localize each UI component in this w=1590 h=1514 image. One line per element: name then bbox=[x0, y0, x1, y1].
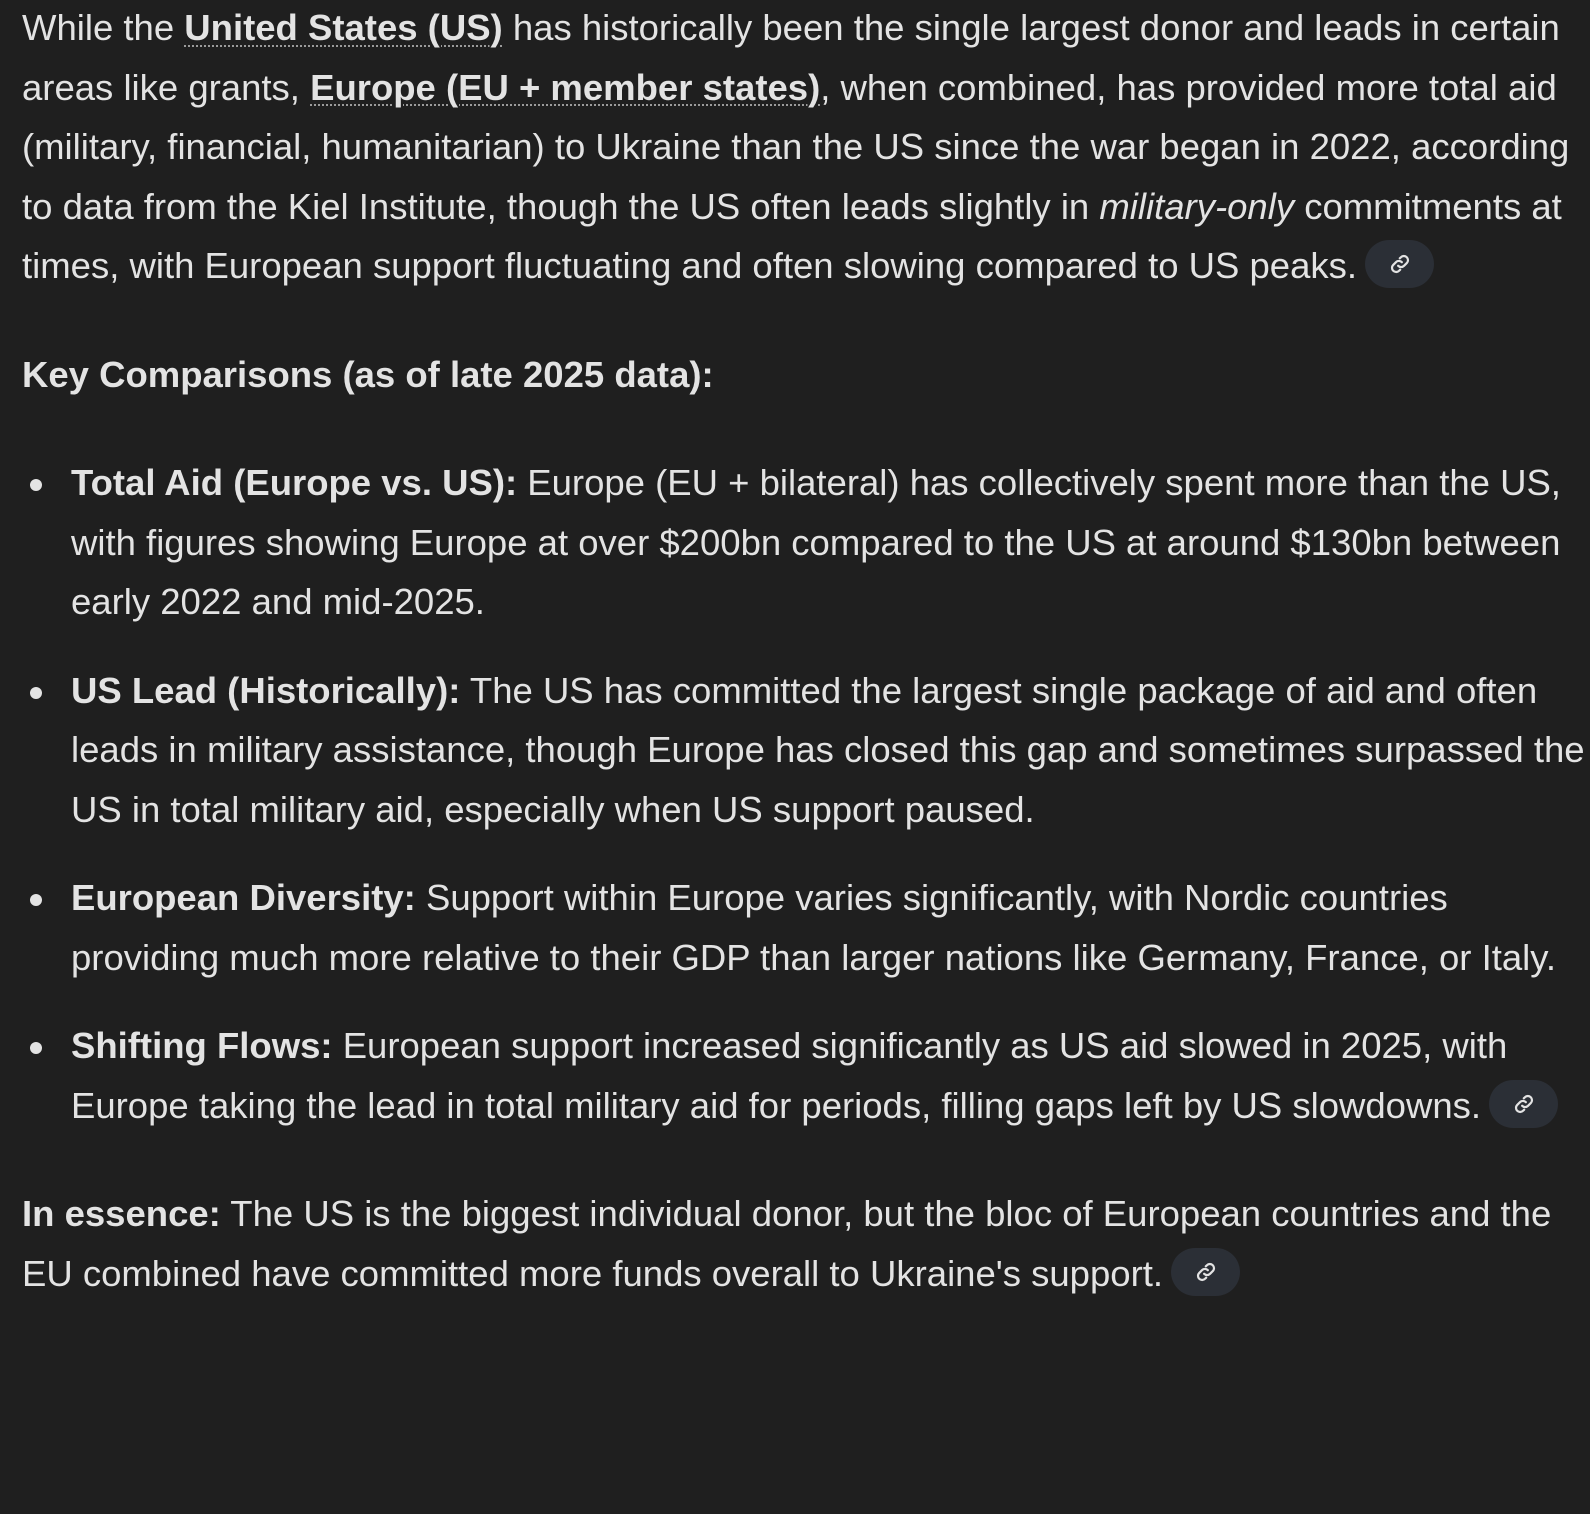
summary-text: The US is the biggest individual donor, but the bloc of European countries and the EU combined have committed more funds overall to Ukraine's support. bbox=[22, 1193, 1552, 1294]
summary-paragraph bbox=[22, 1184, 1587, 1303]
list-item-text: Europe (EU + bilateral) has collectively spent more than the US, with figures showing Europe at over $200bn compared to the US at around $130bn between early 2022 and mid-2025. bbox=[71, 462, 1561, 622]
term-united-states[interactable]: United States (US) bbox=[184, 7, 503, 48]
link-icon bbox=[1389, 253, 1411, 275]
list-item-label: US Lead (Historically): bbox=[71, 669, 461, 711]
intro-text-2: has historically been the single largest donor and leads in certain areas like grants, bbox=[22, 7, 1560, 108]
link-icon bbox=[1195, 1261, 1217, 1283]
list-item bbox=[22, 1016, 1587, 1135]
comparison-list bbox=[22, 453, 1587, 1135]
list-item bbox=[22, 661, 1587, 840]
list-item-label: Shifting Flows: bbox=[71, 1025, 333, 1066]
list-item-text: European support increased significantly as US aid slowed in 2025, with Europe taking the lead in total military aid for periods, filling gaps left by US slowdowns. bbox=[71, 1025, 1508, 1126]
summary-label: In essence: bbox=[22, 1193, 221, 1234]
intro-text-1: While the bbox=[22, 7, 185, 48]
list-item-text: The US has committed the largest single package of aid and often leads in military assistance, though Europe has closed this gap and sometimes surpassed the US in total military aid, especially when US support paused. bbox=[71, 669, 1585, 830]
list-item-text: Support within Europe varies significantly, with Nordic countries providing much more relative to their GDP than larger nations like Germany, France, or Italy. bbox=[71, 877, 1556, 978]
bullet-icon bbox=[30, 479, 42, 491]
source-link-button[interactable] bbox=[1489, 1080, 1558, 1128]
term-europe[interactable]: Europe (EU + member states) bbox=[310, 66, 821, 108]
bullet-icon bbox=[30, 894, 42, 906]
response-content bbox=[22, 0, 1587, 1303]
list-item-label: Total Aid (Europe vs. US): bbox=[71, 462, 518, 503]
source-link-button[interactable] bbox=[1365, 240, 1434, 288]
source-link-button[interactable] bbox=[1171, 1248, 1240, 1296]
list-item bbox=[22, 868, 1587, 987]
key-comparisons-heading: Key Comparisons (as of late 2025 data): bbox=[22, 353, 714, 395]
intro-emphasis: military-only bbox=[1099, 185, 1295, 227]
link-icon bbox=[1513, 1093, 1535, 1115]
list-item-label: European Diversity: bbox=[71, 877, 416, 918]
intro-paragraph bbox=[22, 0, 1587, 296]
list-item bbox=[22, 453, 1587, 632]
intro-text-3: , when combined, has provided more total aid (military, financial, humanitarian) to Ukraine than the US since the war began in 2022, according to data from the Kiel Institute, though the US often leads slightly in bbox=[22, 66, 1570, 227]
intro-text-4: commitments at times, with European support fluctuating and often slowing compared to US peaks. bbox=[22, 185, 1562, 286]
bullet-icon bbox=[30, 687, 42, 699]
bullet-icon bbox=[30, 1042, 42, 1054]
